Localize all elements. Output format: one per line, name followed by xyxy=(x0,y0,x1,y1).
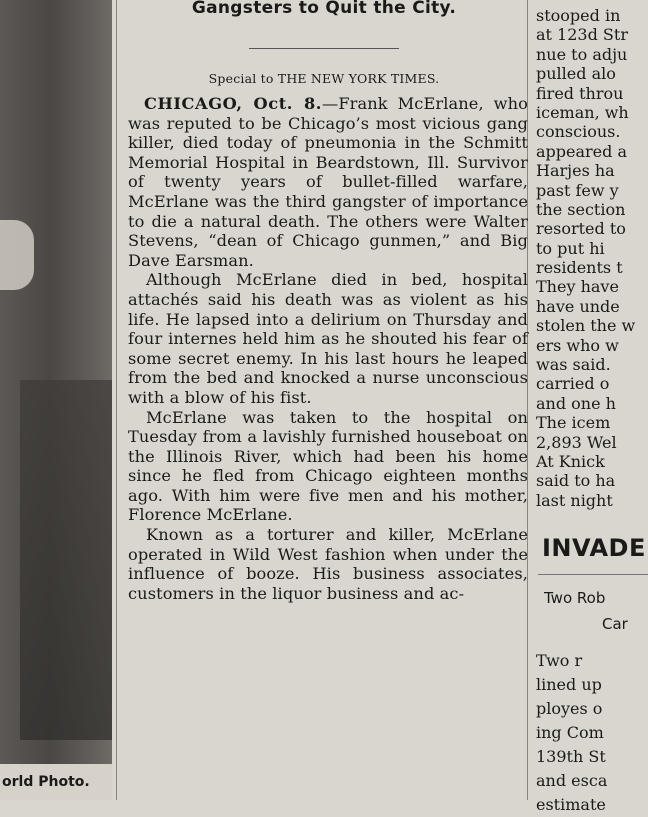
article-paragraph: Known as a torturer and killer, McErlane operated in Wild West fashion when under the influence of booze. His business associates, customers in the liquor business and ac- xyxy=(128,525,528,603)
photo-shoulder-shadow xyxy=(20,380,112,740)
adjacent-text-line: ers who w xyxy=(536,335,619,355)
adjacent-text-line: The icem xyxy=(536,413,611,433)
article-paragraph: Although McErlane died in bed, hospital attachés said his death was as violent as his life. He lapsed into a delirium on Thursday and four internes held him as he shouted his fear of some secret enemy. In his last hours he leaped from the bed and knocked a nurse unconscious with a blow of his fist. xyxy=(128,270,528,407)
adjacent-text-line: last night xyxy=(536,490,613,510)
adjacent-subhead-line: Two Rob xyxy=(544,589,606,608)
article-paragraph: McErlane was taken to the hospital on Tuesday from a lavishly furnished houseboat on the Illinois River, which had been his home since he fled from Chicago eighteen months ago. With him were five men and his mother, Florence McErlane. xyxy=(128,407,528,525)
adjacent-text-line: at 123d Str xyxy=(536,25,628,45)
adjacent-text-line: estimate xyxy=(536,795,606,815)
special-to-line: Special to THE NEW YORK TIMES. xyxy=(208,71,440,86)
paragraph-text: —Frank McErlane, who was reputed to be Chicago’s most vicious gang killer, died today of pneumonia in the Schmitt Memorial Hospital in Beardstown, Ill. Survivor of twenty years of bullet-filled warfare, McErlane was the third gangster of importance to die a natural death. The others were Walter Stevens, “dean of Chicago gunmen,” and Big Dave Earsman. xyxy=(128,94,528,270)
headline-rule xyxy=(249,48,399,49)
adjacent-text-line: and one h xyxy=(536,393,616,413)
adjacent-column xyxy=(530,0,646,815)
adjacent-text-line: ployes o xyxy=(536,699,603,719)
adjacent-rule xyxy=(538,574,648,575)
adjacent-text-line: Harjes ha xyxy=(536,161,615,181)
adjacent-text-line: past few y xyxy=(536,180,619,200)
adjacent-text-line: resorted to xyxy=(536,219,626,239)
adjacent-headline: INVADE xyxy=(542,534,646,563)
adjacent-text-top xyxy=(536,6,640,510)
article-headline: Gangsters to Quit the City. xyxy=(191,0,457,18)
adjacent-text-line: the section xyxy=(536,199,626,219)
adjacent-text-line: fired throu xyxy=(536,83,624,103)
adjacent-text-line: They have xyxy=(536,277,619,297)
article-paragraph xyxy=(128,94,528,270)
adjacent-text-line: appeared a xyxy=(536,141,628,161)
adjacent-text-line: stolen the w xyxy=(536,316,636,336)
article-body xyxy=(128,94,528,603)
adjacent-text-line: said to ha xyxy=(536,471,616,491)
adjacent-subhead xyxy=(544,585,640,637)
article-column xyxy=(120,0,528,800)
adjacent-text-line: 2,893 Wel xyxy=(536,432,617,452)
adjacent-text-line: ing Com xyxy=(536,723,604,743)
adjacent-text-line: nue to adju xyxy=(536,44,628,64)
adjacent-text-line: to put hi xyxy=(536,238,605,258)
adjacent-text-bottom xyxy=(536,649,640,817)
adjacent-text-line: have unde xyxy=(536,296,620,316)
adjacent-text-line: At Knick xyxy=(536,451,605,471)
photo-hat-highlight xyxy=(0,220,34,290)
adjacent-text-line: and esca xyxy=(536,771,608,791)
adjacent-text-line: 139th St xyxy=(536,747,606,767)
adjacent-text-line: carried o xyxy=(536,374,610,394)
adjacent-text-line: residents t xyxy=(536,258,623,278)
adjacent-text-line: pulled alo xyxy=(536,64,616,84)
adjacent-text-line: was said. xyxy=(536,355,611,375)
photo xyxy=(0,0,112,800)
adjacent-text-line: lined up xyxy=(536,675,602,695)
adjacent-text-line: iceman, wh xyxy=(536,102,629,122)
photo-credit: orld Photo. xyxy=(0,764,112,800)
adjacent-subhead-line: Car xyxy=(602,615,628,634)
column-rule-left xyxy=(116,0,117,800)
adjacent-text-line: stooped in xyxy=(536,6,621,25)
adjacent-text-line: Two r xyxy=(536,651,583,671)
dateline: CHICAGO, Oct. 8. xyxy=(144,94,323,113)
adjacent-text-line: conscious. xyxy=(536,122,621,142)
